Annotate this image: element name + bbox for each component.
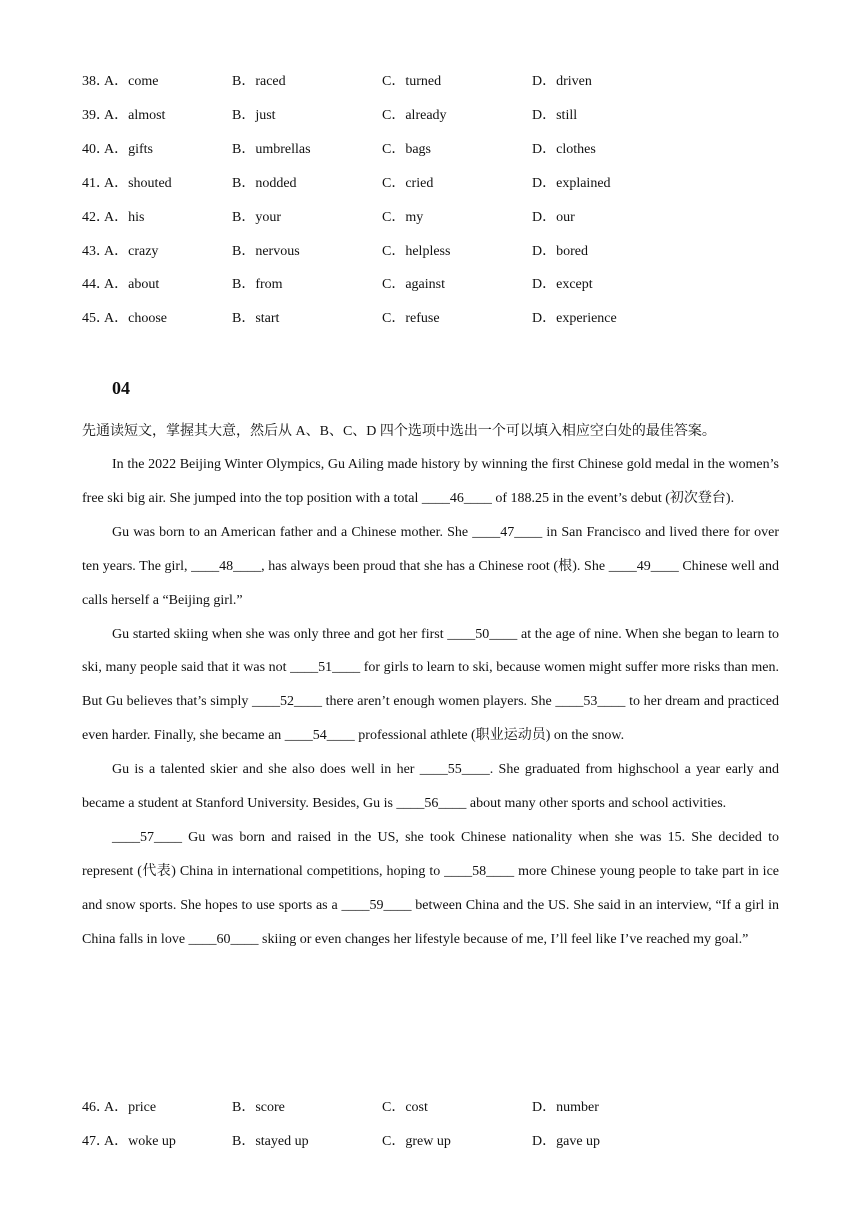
option-c: C．refuse [382,311,440,326]
option-b: B．raced [232,74,286,89]
section-instruction: 先通读短文，掌握其大意，然后从 A、B、C、D 四个选项中选出一个可以填入相应空白处的最佳答案。 [82,424,716,439]
option-a: A．almost [104,108,166,123]
question-number: 43． [82,244,110,259]
option-b: B．just [232,108,276,123]
option-c: C．grew up [382,1134,451,1149]
option-c: C．my [382,210,424,225]
option-a: A．woke up [104,1134,176,1149]
option-c: C．already [382,108,447,123]
passage-paragraph-2: Gu was born to an American father and a Chinese mother. She ____47____ in San Francisco and lived there for over ten years. The girl, ____48____, has always been proud that she has a Chinese root (根). She ____49____ Chinese well and calls herself a “Beijing girl.” [82,524,779,608]
passage-paragraph-5: ____57____ Gu was born and raised in the US, she took Chinese nationality when she was 15. She decided to represent (代表) China in international competitions, hoping to ____58____ more Chinese young people to take part in ice and snow sports. She hopes to use sports as a ____59____ between China and the US. She said in an interview, “If a girl in China falls in love ____60____ skiing or even changes her lifestyle because of me, I’ll feel like I’ve reached my goal.” [82,829,779,947]
reading-passage [82,448,779,957]
option-a: A．come [104,74,159,89]
question-number: 38． [82,74,110,89]
option-d: D．gave up [532,1134,601,1149]
option-a: A．price [104,1100,157,1115]
option-a: A．shouted [104,176,172,191]
option-c: C．turned [382,74,442,89]
option-b: B．from [232,277,283,292]
option-b: B．your [232,210,281,225]
option-a: A．crazy [104,244,159,259]
option-d: D．driven [532,74,592,89]
option-d: D．explained [532,176,611,191]
option-a: A．choose [104,311,167,326]
question-number: 42． [82,210,110,225]
option-b: B．stayed up [232,1134,309,1149]
option-d: D．still [532,108,578,123]
section-number: 04 [112,378,130,398]
question-number: 41． [82,176,110,191]
passage-paragraph-4: Gu is a talented skier and she also does well in her ____55____. She graduated from highschool a year early and became a student at Stanford University. Besides, Gu is ____56____ about many other sports and school activities. [82,762,779,812]
question-number: 39． [82,108,110,123]
option-d: D．experience [532,311,617,326]
option-c: C．bags [382,142,431,157]
option-b: B．nervous [232,244,300,259]
option-c: C．cost [382,1100,428,1115]
option-b: B．score [232,1100,285,1115]
option-a: A．gifts [104,142,153,157]
option-b: B．nodded [232,176,297,191]
option-a: A．his [104,210,145,225]
question-number: 47． [82,1134,110,1149]
option-d: D．bored [532,244,588,259]
option-d: D．number [532,1100,599,1115]
option-c: C．against [382,277,445,292]
option-d: D．clothes [532,142,596,157]
option-b: B．start [232,311,280,326]
question-number: 44． [82,277,110,292]
question-number: 45． [82,311,110,326]
passage-paragraph-3: Gu started skiing when she was only three and got her first ____50____ at the age of nine. When she began to learn to ski, many people said that it was not ____51____ for girls to learn to ski, because women might suffer more risks than men. But Gu believes that’s simply ____52____ there aren’t enough women players. She ____53____ to her dream and practiced even harder. Finally, she became an ____54____ professional athlete (职业运动员) on the snow. [82,626,779,744]
question-number: 40． [82,142,110,157]
option-c: C．cried [382,176,434,191]
option-c: C．helpless [382,244,451,259]
option-b: B．umbrellas [232,142,311,157]
question-number: 46． [82,1100,110,1115]
option-d: D．except [532,277,593,292]
option-d: D．our [532,210,575,225]
option-a: A．about [104,277,160,292]
passage-paragraph-1: In the 2022 Beijing Winter Olympics, Gu Ailing made history by winning the first Chinese gold medal in the women’s free ski big air. She jumped into the top position with a total ____46____ of 188.25 in the event’s debut (初次登台). [82,457,779,506]
